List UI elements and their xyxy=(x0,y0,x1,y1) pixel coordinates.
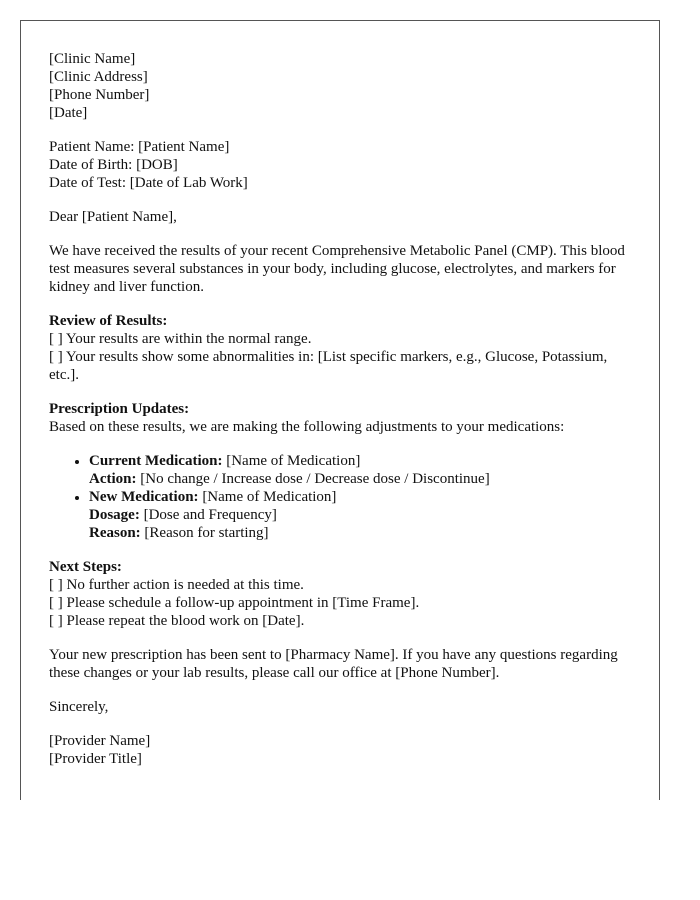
sign-off: Sincerely, xyxy=(49,699,109,715)
patient-name-label: Patient Name: xyxy=(49,139,135,155)
test-date-line xyxy=(49,174,629,192)
new-medication-item xyxy=(89,488,629,542)
closing-paragraph: Your new prescription has been sent to [Pharmacy Name]. If you have any questions regarding these changes or your lab results, please call our office at [Phone Number]. xyxy=(49,647,618,681)
clinic-phone: [Phone Number] xyxy=(49,87,150,103)
clinic-address: [Clinic Address] xyxy=(49,69,148,85)
action-value: [No change / Increase dose / Decrease dose / Discontinue] xyxy=(140,471,490,487)
clinic-header xyxy=(49,50,629,122)
review-heading: Review of Results: xyxy=(49,313,168,329)
intro-paragraph: We have received the results of your recent Comprehensive Metabolic Panel (CMP). This blood test measures several substances in your body, including glucose, electrolytes, and markers for kidney and liver function. xyxy=(49,243,625,295)
letter-date: [Date] xyxy=(49,105,88,121)
new-medication-label: New Medication: xyxy=(89,489,199,505)
next-step-repeat: [ ] Please repeat the blood work on [Date]. xyxy=(49,613,305,629)
next-steps-heading: Next Steps: xyxy=(49,559,122,575)
patient-name-value: [Patient Name] xyxy=(138,139,230,155)
new-medication-value: [Name of Medication] xyxy=(202,489,337,505)
prescription-section xyxy=(49,400,629,542)
patient-name-line xyxy=(49,138,629,156)
action-label: Action: xyxy=(89,471,137,487)
provider-signature xyxy=(49,732,629,768)
reason-value: [Reason for starting] xyxy=(144,525,269,541)
review-option-abnormal: [ ] Your results show some abnormalities in: [List specific markers, e.g., Glucose, Potassium, etc.]. xyxy=(49,349,608,383)
next-step-followup: [ ] Please schedule a follow-up appointment in [Time Frame]. xyxy=(49,595,420,611)
patient-dob-value: [DOB] xyxy=(136,157,178,173)
next-steps-section xyxy=(49,558,629,630)
test-date-label: Date of Test: xyxy=(49,175,126,191)
dosage-label: Dosage: xyxy=(89,507,140,523)
current-medication-label: Current Medication: xyxy=(89,453,223,469)
patient-dob-label: Date of Birth: xyxy=(49,157,133,173)
letter-body xyxy=(49,50,629,784)
next-step-none: [ ] No further action is needed at this time. xyxy=(49,577,304,593)
current-medication-item xyxy=(89,452,629,488)
provider-name: [Provider Name] xyxy=(49,733,151,749)
medication-list xyxy=(49,452,629,542)
patient-info xyxy=(49,138,629,192)
greeting: Dear [Patient Name], xyxy=(49,209,177,225)
current-medication-value: [Name of Medication] xyxy=(226,453,361,469)
reason-label: Reason: xyxy=(89,525,141,541)
test-date-value: [Date of Lab Work] xyxy=(129,175,248,191)
prescription-intro: Based on these results, we are making the following adjustments to your medications: xyxy=(49,419,565,435)
dosage-value: [Dose and Frequency] xyxy=(143,507,277,523)
patient-dob-line xyxy=(49,156,629,174)
provider-title: [Provider Title] xyxy=(49,751,142,767)
review-section xyxy=(49,312,629,384)
prescription-heading: Prescription Updates: xyxy=(49,401,190,417)
clinic-name: [Clinic Name] xyxy=(49,51,136,67)
review-option-normal: [ ] Your results are within the normal range. xyxy=(49,331,312,347)
letter-page xyxy=(20,20,660,800)
